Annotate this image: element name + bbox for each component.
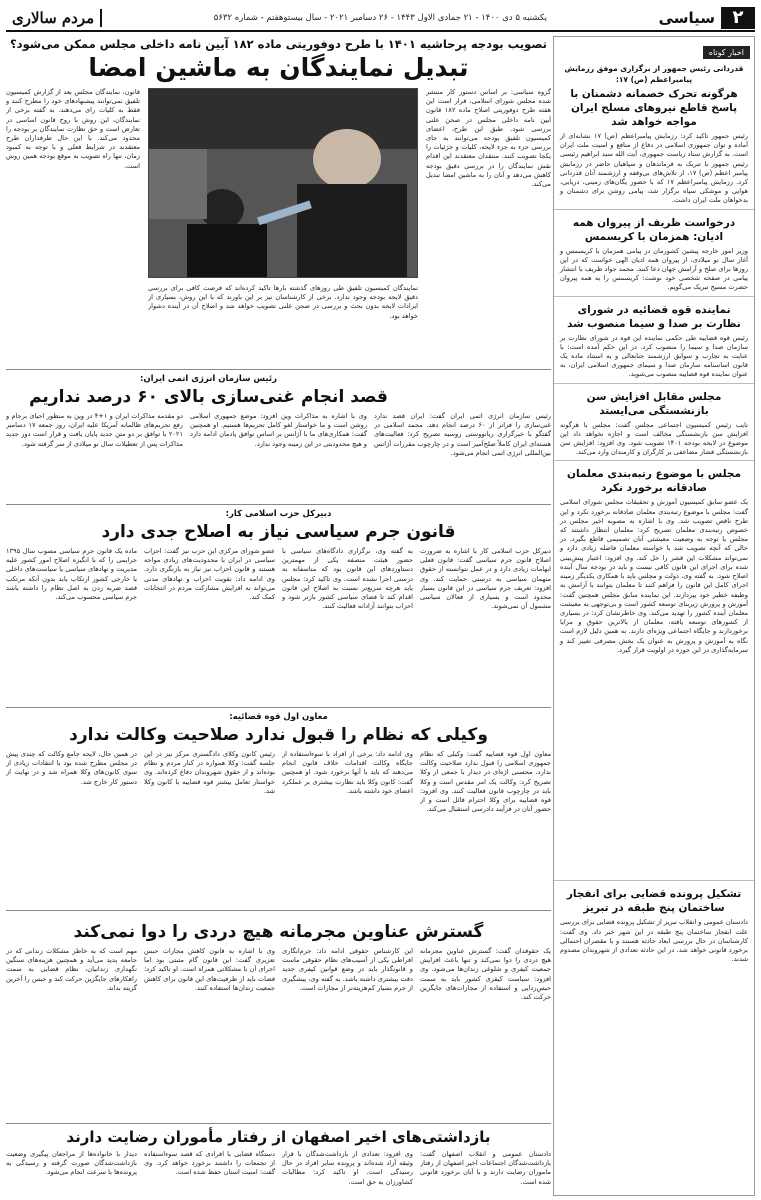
masthead-logo: مردم سالاری: [6, 9, 102, 27]
lead-article: [6, 36, 551, 366]
brief-title: مجلس با موضوع رتبه‌بندی معلمان صادقانه برخورد نکرد: [567, 468, 741, 495]
article-column: وی با اشاره به قانون کاهش مجازات حبس تعزیری گفت: این قانون گام مثبتی بود اما اجرای آن با مشکلاتی همراه است. او تاکید کرد: قضات باید از ظرفیت‌های این قانون برای کاهش جمعیت زندان‌ها استفاده کنند.: [144, 947, 275, 992]
brief-body: وزیر امور خارجه پیشین کشورمان در پیامی همزمان با کریسمس و آغاز سال نو میلادی، از پیروان همه ادیان الهی خواست که در این روزها برای صلح و آرامش جهان دعا کنند. محمد جواد ظریف با انتشار پیامی در صفحه شخصی خود نوشت: کریسمس را به همه پیروان حضرت مسیح تبریک می‌گویم.: [560, 246, 748, 292]
article-column: در همین حال، لایحه جامع وکالت که چندی پیش در مجلس مطرح شده بود با انتقادات زیادی از سوی کانون‌های وکلا همراه شد و در نهایت از دستور کار خارج شد.: [6, 750, 137, 786]
article-lawyers: [6, 707, 551, 907]
brief-item: [554, 881, 754, 967]
article-column: این کارشناس حقوقی ادامه داد: جرم‌انگاری افراطی یکی از آسیب‌های نظام حقوقی ماست و قانونگذار باید در وضع قوانین کیفری جدید دقت بیشتری داشته باشد. به گفته وی، پیشگیری از جرم بسیار کم‌هزینه‌تر از مجازات است.: [282, 947, 413, 992]
article-column: به گفته وی، برگزاری دادگاه‌های سیاسی با حضور هیئت منصفه یکی از مهمترین دستاوردهای این قانون بود که متاسفانه به درستی اجرا نشده است. وی تاکید کرد: مجلس باید هرچه سریع‌تر نسبت به اصلاح این قانون اقدام کند تا فضای سیاسی کشور بازتر شود و احزاب بتوانند آزادانه فعالیت کنند.: [282, 547, 413, 611]
lead-kicker: تصویب بودجه پرحاشیه ۱۴۰۱ با طرح دوفوریتی ماده ۱۸۲ آیین نامه داخلی مجلس ممکن می‌شود؟: [10, 37, 547, 51]
article-column: دو مقدمه مذاکرات ایران و ۱+۴ در وین به منظور احیای برجام و رفع تحریم‌های ظالمانه آمریکا علیه ایران، روز جمعه ۱۷ دسامبر ۲۰۲۱ با توافق بر دو متن جدید پایان یافت و قرار است دور جدید مذاکرات پس از تعطیلات سال نو میلادی از سر گرفته شود.: [6, 412, 183, 448]
article-criminal-titles: [6, 910, 551, 1120]
article-headline: بازداشتی‌های اخیر اصفهان از رفتار مأموران رضایت دارند: [66, 1128, 491, 1146]
article-column: ماده یک قانون جرم سیاسی مصوب سال ۱۳۹۵ جرایمی را که با انگیزه اصلاح امور کشور علیه مدیریت و نهادهای سیاسی یا سیاست‌های داخلی یا خارجی کشور ارتکاب یابد بدون آنکه مرتکب قصد ضربه زدن به اصل نظام را داشته باشد جرم سیاسی محسوب می‌کند.: [6, 547, 137, 602]
news-briefs-sidebar: [553, 36, 755, 1196]
article-political-crime: [6, 504, 551, 704]
article-isfahan: [6, 1123, 551, 1196]
column-divider: [553, 36, 554, 1196]
brief-item: [554, 384, 754, 462]
brief-body: رئیس جمهور تاکید کرد: رزمایش پیامبراعظم (ص) ۱۷ نشانه‌ای از آماده و توان جمهوری اسلامی در دفاع از منافع و امنیت ملت ایران است. به گزارش ستاد ریاست جمهوری، آیت الله سید ابراهیم رئیسی رئیس جمهور با تبریک به فرماندهان و سپاهیان حاضر در رزمایش پیامبر اعظم (ص) ۱۷، از تلاش‌های بی‌وقفه و ارزشمند آنان قدردانی کرد. رزمایش پیامبراعظم ۱۷ که با حضور یگان‌های زمینی، دریایی، هوایی و موشکی سپاه برگزار شد، پیامی روشن برای دشمنان و بدخواهان ملت ایران داشت.: [560, 132, 748, 205]
brief-item: [554, 297, 754, 384]
article-column: دیدار با خانواده‌ها از مراجعان پیگیری وضعیت بازداشت‌شدگان صورت گرفته و رسیدگی به پرونده‌ها با سرعت انجام می‌شود.: [6, 1150, 137, 1177]
brief-body: نایب رئیس کمیسیون اجتماعی مجلس گفت: مجلس با هرگونه افزایش سن بازنشستگی مخالف است و اجازه نخواهد داد این موضوع در لایحه بودجه ۱۴۰۱ تصویب شود. وی افزود: افزایش سن بازنشستگی فشار مضاعفی بر کارگران و کارمندان وارد می‌کند.: [560, 420, 749, 457]
lead-column: گروه سیاسی: بر اساس دستور کار منتشر شده مجلس شورای اسلامی، قرار است این هفته طرح دوفوریتی اصلاح ماده ۱۸۲ قانون آیین نامه داخلی مجلس در صحن علنی بررسی شود. طبق این طرح، اعضای کمیسیون تلفیق بودجه می‌توانند به جای بررسی جزء به جزء لایحه، کلیات و جزئیات را یکجا تصویب کنند. منتقدان معتقدند این اقدام نقش نمایندگان را در بررسی دقیق بودجه کاهش می‌دهد و آنان را به ماشین امضا تبدیل می‌کند.: [426, 88, 551, 189]
article-kicker: رئیس سازمان انرژی اتمی ایران:: [139, 374, 277, 384]
brief-body: دادستان عمومی و انقلاب تبریز از تشکیل پرونده قضایی برای بررسی علت انفجار ساختمان پنج طبقه در این شهر خبر داد. وی گفت: کارشناسان در حال بررسی ابعاد حادثه هستند و با مقصران احتمالی برخورد قانونی خواهد شد. در این حادثه تعدادی از شهروندان مصدوم شدند.: [560, 918, 748, 964]
section-name: سیاسی: [658, 9, 715, 27]
parliament-photo-image: [148, 89, 417, 278]
article-column: عضو شورای مرکزی این حزب نیز گفت: احزاب سیاسی در ایران با محدودیت‌های زیادی مواجه هستند و قانون احزاب نیز نیاز به بازنگری دارد. وی ادامه داد: تقویت احزاب و نهادهای مدنی می‌تواند به افزایش مشارکت مردم در انتخابات کمک کند.: [144, 547, 275, 602]
brief-title: درخواست ظریف از پیروان همه ادیان: همزمان با کریسمس: [572, 216, 736, 243]
article-column: دادستان عمومی و انقلاب اصفهان گفت: بازداشت‌شدگان اجتماعات اخیر اصفهان از رفتار ماموران رضایت دارند و با آنان برخورد قانونی شده است.: [420, 1150, 551, 1186]
article-kicker: دبیرکل حزب اسلامی کار:: [225, 509, 332, 519]
brief-item: [554, 59, 754, 210]
issue-info: یکشنبه ۵ دی ۱۴۰۰ - ۲۱ جمادی الاول ۱۴۴۳ - ۲۶ دسامبر ۲۰۲۱ - سال بیستوهفتم - شماره ۵۶۳۲: [213, 13, 547, 23]
brief-kicker: قدردانی رئیس جمهور از برگزاری موفق رزمایش پیامبراعظم (ص) ۱۷:: [564, 64, 744, 84]
article-nuclear: [6, 369, 551, 501]
article-column: مهم است که به خاطر مشکلات زندانی که در جامعه پدید می‌آید و همچنین هزینه‌های سنگین نگهداری زندانیان، نظام قضایی به سمت راهکارهای جایگزین حرکت کند و حبس را آخرین گزینه بداند.: [6, 947, 137, 992]
article-headline: قصد انجام غنی‌سازی بالای ۶۰ درصد نداریم: [29, 387, 388, 407]
parliament-photo: [148, 88, 418, 278]
article-column: یک حقوقدان گفت: گسترش عناوین مجرمانه هیچ دردی را دوا نمی‌کند و تنها باعث افزایش جمعیت کیفری و شلوغی زندان‌ها می‌شود. وی افزود: سیاست کیفری کشور باید به سمت حبس‌زدایی و استفاده از مجازات‌های جایگزین حرکت کند.: [420, 947, 551, 1002]
brief-title: تشکیل پرونده قضایی برای انفجار ساختمان پنج طبقه در تبریز: [566, 888, 742, 915]
brief-body: یک عضو سابق کمیسیون آموزش و تحقیقات مجلس شورای اسلامی گفت: مجلس با موضوع رتبه‌بندی معلمان صادقانه برخورد نکرد و این طرح ناقص تصویب شد. وی با اشاره به مصوبه اخیر مجلس در خصوص رتبه‌بندی معلمان تصریح کرد: معلمان انتظار داشتند که مجلس با توجه به وضعیت معیشتی آنان تصمیمی قاطع بگیرد. در حالی که آنچه تصویب شد با خواسته معلمان فاصله زیادی دارد و نمی‌تواند مشکلات این قشر را حل کند. وی افزود: اعتبار پیش‌بینی شده برای اجرای این قانون کافی نیست و باید در بودجه سال آینده اصلاح شود. به گفته وی، دولت و مجلس باید با همکاری یکدیگر زمینه اجرای کامل این قانون را فراهم کنند تا معلمان بتوانند با آرامش به وظیفه خطیر خود بپردازند. این نماینده سابق مجلس همچنین گفت: آموزش و پرورش زیربنای توسعه کشور است و بی‌توجهی به معیشت معلمان آینده کشور را تهدید می‌کند. وی خاطرنشان کرد: در بسیاری از کشورهای توسعه یافته، معلمان از بالاترین حقوق و مزایا برخوردارند و جایگاه اجتماعی ویژه‌ای دارند. به همین دلیل لازم است نگاه به آموزش و پرورش به عنوان یک بخش مصرفی تغییر کند و سرمایه‌گذاری در این حوزه در اولویت قرار گیرد.: [560, 498, 748, 654]
article-column: معاون اول قوه قضاییه گفت: وکیلی که نظام جمهوری اسلامی را قبول ندارد صلاحیت وکالت ندارد. محسنی اژه‌ای در دیدار با جمعی از وکلا تصریح کرد: وکالت یک امر مقدس است و وکلا باید در چارچوب قانون فعالیت کنند. وی افزود: قوه قضاییه برای وکلا احترام قائل است و از حضور آنان در فرآیند دادرسی استقبال می‌کند.: [420, 750, 551, 814]
article-column: وی ادامه داد: برخی از افراد با سوءاستفاده از جایگاه وکالت اقدامات خلاف قانون انجام می‌دهند که باید با آنها برخورد شود. او همچنین گفت: کانون وکلا باید نظارت بیشتری بر عملکرد اعضای خود داشته باشد.: [282, 750, 413, 795]
article-column: وی با اشاره به مذاکرات وین افزود: موضع جمهوری اسلامی روشن است و ما خواستار لغو کامل تحریم‌ها هستیم. او همچنین گفت: همکاری‌های ما با آژانس بر اساس توافق پادمان ادامه دارد و هیچ محدودیتی در این زمینه وجود ندارد.: [190, 412, 367, 448]
article-column: رئیس کانون وکلای دادگستری مرکز نیز در این جلسه گفت: وکلا همواره در کنار مردم و نظام بوده‌اند و از حقوق شهروندان دفاع کرده‌اند. وی خواستار تعامل بیشتر قوه قضاییه با کانون وکلا شد.: [144, 750, 275, 795]
brief-title: مجلس مقابل افزایش سن بازنشستگی می‌ایستد: [586, 390, 722, 417]
lead-column: نمایندگان کمیسیون تلفیق طی روزهای گذشته بارها تاکید کرده‌اند که فرصت کافی برای بررسی دقیق لایحه بودجه وجود ندارد. برخی از کارشناسان نیز بر این باورند که با این روش، بسیاری از ایرادات لایحه بدون بحث و بررسی در صحن علنی تصویب خواهد شد و اصلاح آن در آینده دشوار خواهد بود.: [148, 284, 418, 320]
article-column: دبیرکل حزب اسلامی کار با اشاره به ضرورت اصلاح قانون جرم سیاسی گفت: قانون فعلی ابهامات زیادی دارد و در عمل نتوانسته از حقوق متهمان سیاسی به درستی حمایت کند. وی افزود: تعریف جرم سیاسی در این قانون بسیار محدود است و بسیاری از فعالان سیاسی مشمول آن نمی‌شوند.: [420, 547, 551, 611]
brief-title: نماینده قوه قضائیه در شورای نظارت بر صدا و سیما منصوب شد: [567, 303, 741, 330]
article-headline: قانون جرم سیاسی نیاز به اصلاح جدی دارد: [101, 522, 456, 542]
brief-item: [554, 210, 754, 297]
page-header: [6, 6, 755, 32]
brief-body: رئیس قوه قضاییه طی حکمی نماینده این قوه در شورای نظارت بر سازمان صدا و سیما را منصوب کرد. در این حکم آمده است: با عنایت به تجارب و سوابق ارزشمند جنابعالی و به استناد ماده یک قانون اساسنامه سازمان صدا و سیمای جمهوری اسلامی ایران، به عنوان نماینده قوه قضاییه منصوب می‌شوید.: [560, 333, 748, 379]
article-headline: گسترش عناوین مجرمانه هیچ دردی را دوا نمی‌کند: [73, 922, 484, 942]
article-column: رئیس سازمان انرژی اتمی ایران گفت: ایران قصد ندارد غنی‌سازی را فراتر از ۶۰ درصد انجام دهد. محمد اسلامی در گفتگو با خبرگزاری ریانووستی روسیه تصریح کرد: فعالیت‌های هسته‌ای ایران کاملاً صلح‌آمیز است و در چارچوب مقررات آژانس بین‌المللی انرژی اتمی انجام می‌شود.: [374, 412, 551, 457]
article-column: وی افزود: تعدادی از بازداشت‌شدگان با قرار وثیقه آزاد شده‌اند و پرونده سایر افراد در حال رسیدگی است. او تاکید کرد: مطالبات کشاورزان به حق است.: [282, 1150, 413, 1186]
lead-column: قانون، نمایندگان مجلس بعد از گزارش کمیسیون تلفیق نمی‌توانند پیشنهادهای خود را مطرح کنند و فقط به کلیات رای می‌دهند. به گفته برخی از نمایندگان، این روش با روح قانون اساسی در تعارض است و حق نظارت نمایندگان بر بودجه را محدود می‌کند. با این حال طرفداران طرح معتقدند در شرایط فعلی و با توجه به کمبود زمان، تنها راه تصویب به موقع بودجه همین روش است.: [6, 88, 140, 170]
article-column: دستگاه قضایی با افرادی که قصد سوءاستفاده از تجمعات را داشتند برخورد خواهد کرد. وی گفت: امنیت استان حفظ شده است.: [144, 1150, 275, 1177]
brief-item: [554, 461, 754, 881]
page-number: ۲: [721, 7, 755, 29]
sidebar-tag: اخبار کوتاه: [703, 46, 750, 59]
lead-headline: تبدیل نمایندگان به ماشین امضا: [88, 53, 469, 82]
main-content: [6, 36, 551, 1196]
article-kicker: معاون اول قوه قضائیه:: [229, 712, 328, 722]
brief-title: هرگونه تحرک خصمانه دشمنان با پاسخ قاطع نیروهای مسلح ایران مواجه خواهد شد: [570, 88, 738, 128]
article-headline: وکیلی که نظام را قبول ندارد صلاحیت وکالت ندارد: [69, 725, 488, 745]
